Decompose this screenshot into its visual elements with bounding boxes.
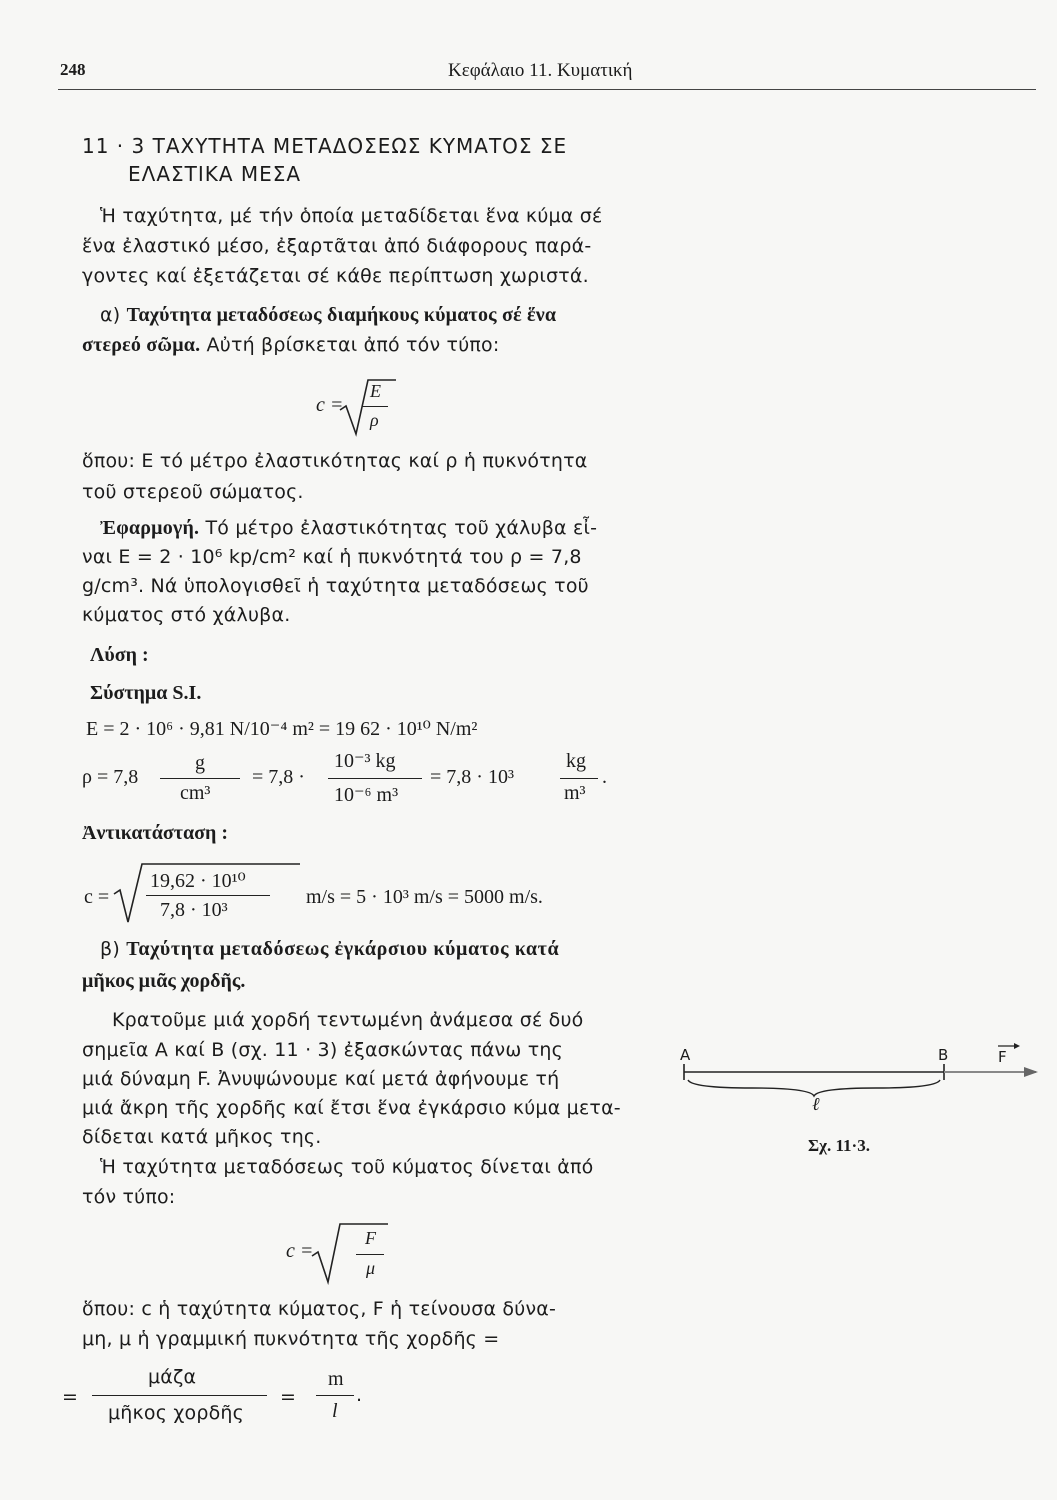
formula-b-fraction-bar: [356, 1254, 384, 1255]
c-lhs: c =: [84, 886, 110, 908]
ratio-frac-bar: [92, 1395, 267, 1396]
application-line1: [100, 517, 597, 540]
part-a-heading-tail: Αὐτή βρίσκεται ἀπό τόν τύπο:: [206, 334, 500, 356]
part-a-where-2: τοῦ στερεοῦ σώματος.: [82, 481, 304, 503]
part-b-para2-line1: Ἡ ταχύτητα μεταδόσεως τοῦ κύματος δίνεται ἀπό: [100, 1156, 594, 1178]
ratio-m: m: [328, 1368, 344, 1390]
header-rule: [58, 89, 1036, 90]
part-a-heading-cont: στερεό σῶμα.: [82, 334, 201, 356]
rho-unit-g: g: [195, 752, 205, 774]
c-num: 19,62 · 10¹⁰: [150, 870, 246, 892]
ratio-den: μῆκος χορδῆς: [108, 1402, 245, 1424]
part-b-heading-line2: μῆκος μιᾶς χορδῆς.: [82, 970, 246, 992]
formula-b-den: μ: [366, 1258, 376, 1278]
part-b-para1-line3: μιά δύναμη F. Ἀνυψώνουμε καί μετά ἀφήνουμε τή: [82, 1068, 560, 1090]
part-b-where-1: ὅπου: c ἡ ταχύτητα κύματος, F ἡ τείνουσα δύνα-: [82, 1298, 557, 1320]
ratio-end: .: [356, 1384, 363, 1406]
c-rhs: m/s = 5 · 10³ m/s = 5000 m/s.: [306, 886, 543, 908]
part-b-para1-line4: μιά ἄκρη τῆς χορδῆς καί ἔτσι ἕνα ἐγκάρσιο κύμα μετα-: [82, 1097, 621, 1119]
part-b-heading-line1: [100, 938, 559, 961]
part-a-label: α): [100, 304, 121, 326]
part-b-para1-line5: δίδεται κατά μῆκος της.: [82, 1126, 322, 1148]
equation-E: Ε = 2 · 10⁶ · 9,81 N/10⁻⁴ m² = 19 62 · 10¹⁰ N/m²: [86, 718, 478, 740]
part-b-para1-line2: σημεῖα Α καί Β (σχ. 11 · 3) ἐξασκώντας πάνω της: [82, 1039, 563, 1061]
rho-unit-cm3: cm³: [180, 782, 211, 804]
rho-frac-bar-3: [560, 778, 598, 779]
ratio-eq2: =: [280, 1386, 297, 1408]
page-number: 248: [60, 60, 86, 79]
figure-label-f: F: [998, 1048, 1007, 1066]
c-den: 7,8 · 10³: [160, 899, 228, 921]
f-vector-head: [1014, 1043, 1020, 1049]
application-text-1: Τό μέτρο ἐλαστικότητας τοῦ χάλυβα εἶ-: [205, 517, 598, 539]
running-title: Κεφάλαιο 11. Κυματική: [448, 60, 633, 81]
ratio-eq: =: [62, 1386, 79, 1408]
formula-b-lhs: c =: [286, 1240, 314, 1262]
application-line2: ναι Ε = 2 · 10⁶ kp/cm² καί ἡ πυκνότητά του ρ = 7,8: [82, 546, 582, 568]
intro-line-1: Ἡ ταχύτητα, μέ τήν ὁποία μεταδίδεται ἕνα κύμα σέ: [100, 205, 603, 227]
formula-a-den: ρ: [370, 410, 379, 430]
ratio-l: l: [332, 1400, 338, 1422]
rho-rhs: = 7,8 · 10³: [430, 766, 514, 788]
intro-line-2: ἕνα ἐλαστικό μέσο, ἐξαρτᾶται ἀπό διάφορους παρά-: [82, 235, 592, 257]
part-b-where-2: μη, μ ἡ γραμμική πυκνότητα τῆς χορδῆς =: [82, 1328, 500, 1350]
section-title-line2: ΕΛΑΣΤΙΚΑ ΜΕΣΑ: [128, 162, 302, 186]
rho-end: .: [602, 766, 607, 788]
part-b-para1-line1: Κρατοῦμε μιά χορδή τεντωμένη ἀνάμεσα σέ δυό: [112, 1009, 584, 1031]
rho-frac-bar-2: [328, 778, 422, 779]
section-title-line1: 11 · 3 ΤΑΧΥΤΗΤΑ ΜΕΤΑΔΟΣΕΩΣ ΚΥΜΑΤΟΣ ΣΕ: [82, 134, 568, 158]
solution-label: Λύση :: [90, 644, 149, 666]
part-b-para2-line2: τόν τύπο:: [82, 1186, 176, 1208]
c-frac-bar: [146, 895, 270, 896]
figure-string-diagram: [672, 1040, 1052, 1140]
part-b-label: β): [100, 938, 120, 960]
si-system-label: Σύστημα S.I.: [90, 682, 202, 704]
formula-b-num: F: [365, 1228, 376, 1248]
part-b-heading: Ταχύτητα μεταδόσεως ἐγκάρσιου κύματος κατά: [126, 938, 560, 960]
formula-a-num: E: [370, 381, 381, 401]
rho-unit-kg: kg: [566, 750, 586, 772]
ratio-frac-bar-2: [316, 1395, 354, 1396]
rho-num: 10⁻³ kg: [334, 750, 396, 772]
rho-den: 10⁻⁶ m³: [334, 784, 399, 806]
figure-label-l: ℓ: [812, 1094, 820, 1114]
formula-a-lhs: c =: [316, 394, 344, 416]
figure-label-a: A: [680, 1046, 691, 1064]
part-a-heading: Ταχύτητα μεταδόσεως διαμήκους κύματος σέ ἕνα: [126, 304, 557, 326]
application-line4: κύματος στό χάλυβα.: [82, 604, 291, 626]
rho-frac-bar-1: [160, 778, 240, 779]
application-label: Ἐφαρμογή.: [100, 517, 200, 539]
formula-a-sqrt-sign: [338, 378, 398, 438]
rho-lhs: ρ = 7,8: [82, 766, 139, 788]
ratio-num: μάζα: [148, 1366, 197, 1388]
intro-line-3: γοντες καί ἐξετάζεται σέ κάθε περίπτωση χωριστά.: [82, 265, 589, 287]
force-arrow-head: [1024, 1067, 1038, 1077]
figure-label-b: B: [938, 1046, 949, 1064]
substitution-label: Ἀντικατάσταση :: [82, 822, 229, 844]
part-a-heading-line2: [82, 334, 499, 357]
figure-caption: Σχ. 11·3.: [808, 1136, 870, 1155]
rho-unit-m3: m³: [564, 782, 586, 804]
rho-mid: = 7,8 ·: [252, 766, 305, 788]
application-line3: g/cm³. Νά ὑπολογισθεῖ ἡ ταχύτητα μεταδόσεως τοῦ: [82, 575, 589, 597]
part-a-where-1: ὅπου: Ε τό μέτρο ἐλαστικότητας καί ρ ἡ πυκνότητα: [82, 450, 588, 472]
part-a-heading-line1: [100, 304, 556, 327]
formula-a-fraction-bar: [362, 406, 388, 407]
